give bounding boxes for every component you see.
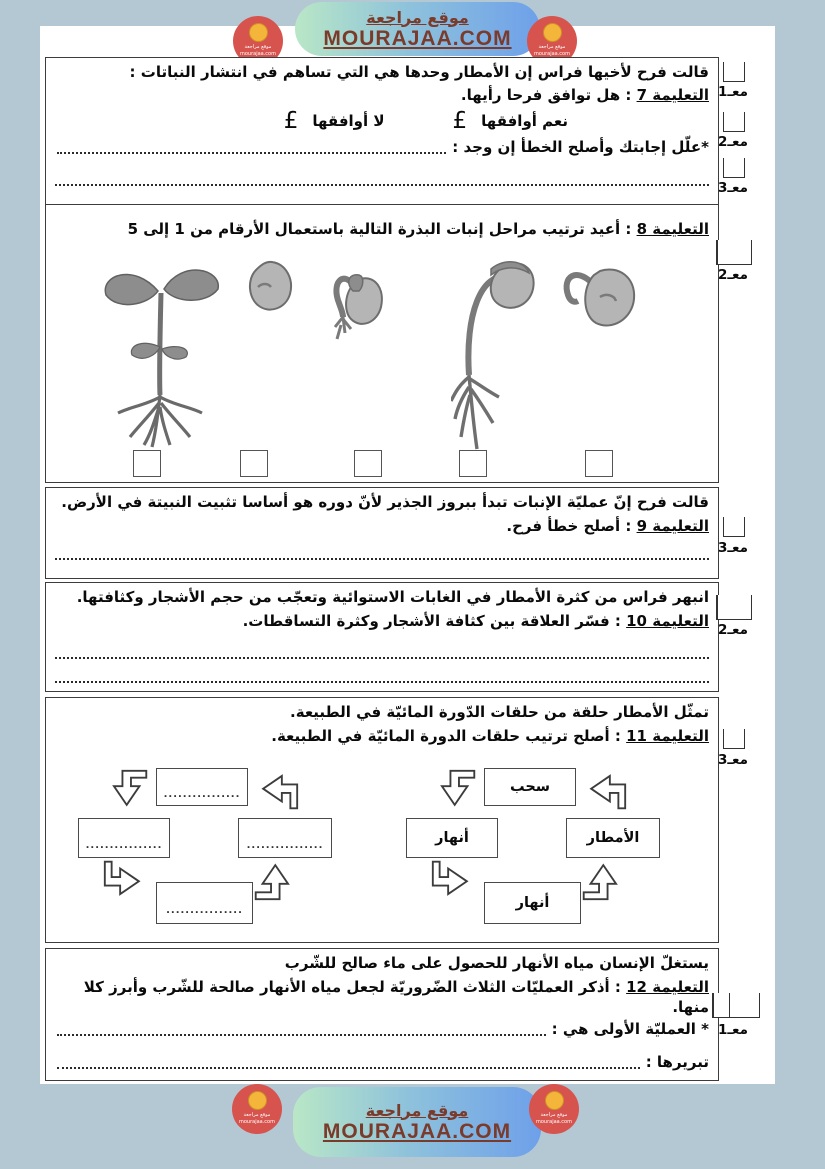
arrow-down-icon [430,764,476,810]
q8-order-box-2[interactable] [240,450,268,477]
germination-stage-radicle-image [556,261,648,337]
q7-mark-label-1: معـ1 [718,84,748,100]
q7-answer-line-1[interactable] [57,152,446,154]
q7-justify-label: *علّل إجابتك وأصلح الخطأ إن وجد : [452,138,709,156]
q11-empty-cycle-box-top[interactable]: ................ [156,768,248,806]
q10-context: انبهر فراس من كثرة الأمطار في الغابات الاستوائية وتعجّب من حجم الأشجار وكثافتها. [76,588,709,606]
arrow-up-icon [582,860,628,906]
badge-logo-icon [543,23,562,42]
badge-text: موقع مراجعة mourajaa.com [535,1112,572,1125]
brand-domain: MOURAJAA.COM [322,1119,512,1143]
q12-instruction: : أذكر العمليّات الثلاث الضّروريّة لجعل مياه الأنهار صالحة للشّرب وأبرز كلا منها. [83,978,709,1016]
arrow-left-icon [586,764,632,810]
q8-order-box-1[interactable] [133,450,161,477]
q9-instruction: : أصلح خطأ فرح. [506,517,632,535]
q8-mark-label: معـ2 [718,267,748,283]
q11-title-line [55,726,709,746]
badge-logo-icon [545,1091,564,1110]
q11-given-cycle-box-bottom: أنهار [484,882,581,924]
q9-context: قالت فرح إنّ عمليّة الإنبات تبدأ ببروز الجذير لأنّ دوره هو أساسا تثبيت النبيتة في الأرض. [61,493,709,511]
q7-title: التعليمة 7 [636,86,709,104]
header-brand-pill [295,2,540,56]
q10-answer-line-2[interactable] [55,667,709,683]
q11-given-cycle-box-left: أنهار [406,818,498,858]
q12-answer2-label: تبريرها : [645,1053,709,1071]
q7-mark-box-1 [723,62,745,82]
q7-option-no-label: لا أوافقها [312,112,385,130]
arrow-down-icon [102,764,148,810]
germination-stage-seedling-image [86,255,236,449]
q7-answer-line-2[interactable] [55,170,709,186]
q12-answer1-label: * العمليّة الأولى هي : [551,1020,709,1038]
section-q10 [45,582,719,692]
q11-given-cycle-box-top: سحب [484,768,576,806]
germination-stage-arched-seedling-image [451,255,539,451]
q10-title-line [55,611,709,631]
brand-name-arabic: موقع مراجعة [366,7,469,27]
q7-option-no-checkbox[interactable]: £ [283,108,299,134]
q10-mark-box [716,595,752,620]
q7-context: قالت فرح لأخيها فراس إن الأمطار وحدها هي التي تساهم في انتشار النباتات : [129,63,709,81]
section-q8 [45,204,719,483]
q9-answer-line[interactable] [55,544,709,560]
q12-answer1-row [55,1019,709,1039]
q9-title-line [55,516,709,536]
q11-mark-box [723,729,745,749]
q7-title-line [55,85,709,105]
q12-answer1-line[interactable] [57,1034,546,1036]
section-q7 [45,57,719,206]
q12-answer2-row [55,1052,709,1072]
q11-mark-label: معـ3 [718,752,748,768]
q11-empty-cycle-box-left[interactable]: ................ [78,818,170,858]
q10-instruction: : فسّر العلاقة بين كثافة الأشجار وكثرة التساقطات. [242,612,621,630]
q12-mark-box [712,993,760,1018]
q11-empty-cycle-box-bottom[interactable]: ................ [156,882,253,924]
q8-title: التعليمة 8 [636,220,709,238]
q7-mark-box-2 [723,112,745,132]
q11-empty-cycle-box-right[interactable]: ................ [238,818,332,858]
q7-option-yes-checkbox[interactable]: £ [452,108,468,134]
section-q12 [45,948,719,1081]
section-q11 [45,697,719,943]
q7-options-row [284,110,568,132]
q10-answer-line-1[interactable] [55,643,709,659]
q12-answer2-line[interactable] [57,1067,640,1069]
q9-mark-box [723,517,745,537]
q8-title-line [55,219,709,239]
brand-name-arabic: موقع مراجعة [365,1100,469,1120]
q11-title: التعليمة 11 [626,727,709,745]
arrow-right-icon [426,860,472,906]
footer-brand-pill [293,1087,541,1157]
brand-domain: MOURAJAA.COM [323,26,512,50]
arrow-right-icon [98,860,144,906]
q8-order-box-5[interactable] [585,450,613,477]
badge-text: موقع مراجعة mourajaa.com [239,44,276,57]
q7-instruction: : هل توافق فرحا رأيها. [460,86,632,104]
q12-context: يستغلّ الإنسان مياه الأنهار للحصول على ماء صالح للشّرب [284,954,709,972]
q10-mark-label: معـ2 [718,622,748,638]
q12-title: التعليمة 12 [626,978,709,996]
q11-instruction: : أصلح ترتيب حلقات الدورة المائيّة في الطبيعة. [271,727,621,745]
q11-context: تمثّل الأمطار حلقة من حلقات الدّورة المائيّة في الطبيعة. [290,703,709,721]
q8-order-box-4[interactable] [459,450,487,477]
section-q9 [45,487,719,579]
q7-justify-row [55,137,709,157]
q8-order-box-3[interactable] [354,450,382,477]
germination-stage-seed-image [244,259,296,315]
arrow-left-icon [258,764,304,810]
q7-option-yes-label: نعم أوافقها [481,112,568,130]
arrow-up-icon [254,860,300,906]
q9-mark-label: معـ3 [718,540,748,556]
q9-title: التعليمة 9 [636,517,709,535]
q7-mark-label-2: معـ2 [718,134,748,150]
brand-badge [232,1084,282,1134]
badge-logo-icon [249,23,268,42]
q12-mark-label: معـ1 [718,1022,748,1038]
badge-logo-icon [248,1091,267,1110]
q12-title-line [55,977,709,1017]
germination-stage-sprout-image [331,261,386,353]
q8-instruction: : أعيد ترتيب مراحل إنبات البذرة التالية باستعمال الأرقام من 1 إلى 5 [127,220,632,238]
q10-title: التعليمة 10 [626,612,709,630]
badge-text: موقع مراجعة mourajaa.com [238,1112,275,1125]
brand-badge [529,1084,579,1134]
q7-mark-label-3: معـ3 [718,180,748,196]
q8-mark-box [716,240,752,265]
badge-text: موقع مراجعة mourajaa.com [533,44,570,57]
q7-mark-box-3 [723,158,745,178]
q11-given-cycle-box-right: الأمطار [566,818,660,858]
